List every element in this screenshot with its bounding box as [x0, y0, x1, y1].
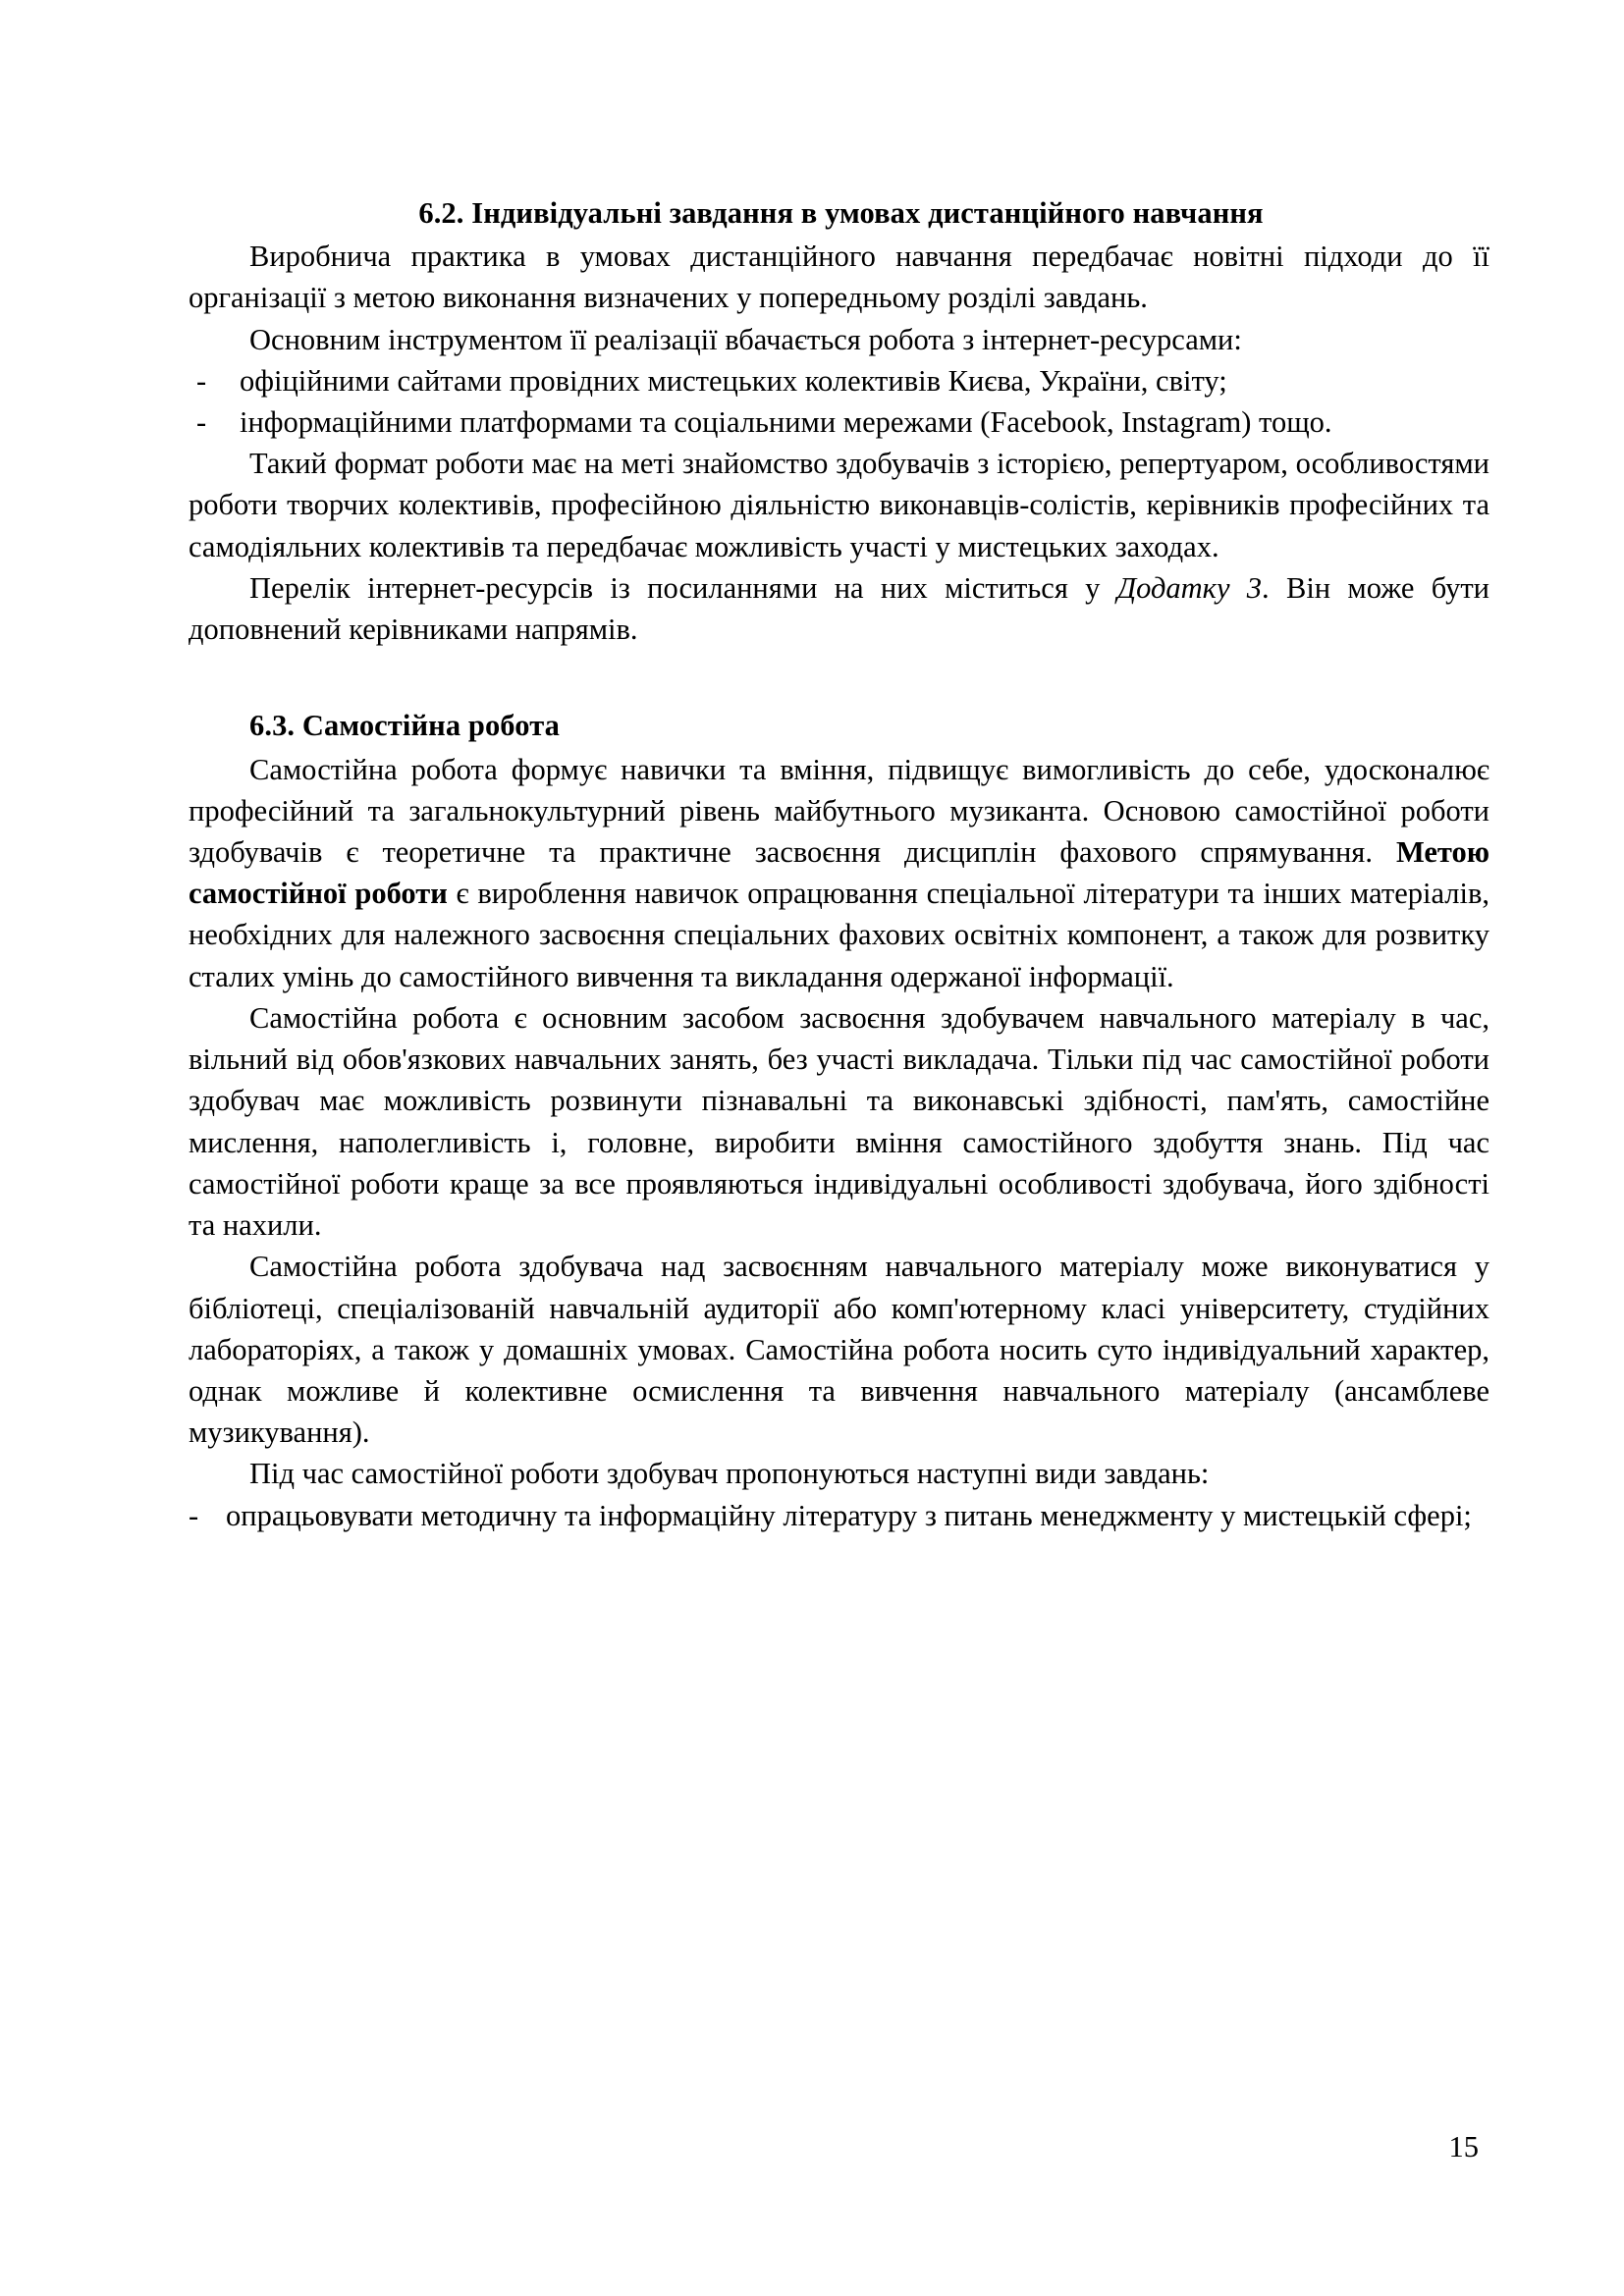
list-item-text: офіційними сайтами провідних мистецьких колективів Києва, України, світу;	[240, 363, 1227, 398]
paragraph-6-3-place: Самостійна робота здобувача над засвоєнням навчального матеріалу може виконуватися у бібліотеці, спеціалізованій навчальній аудиторії або комп'ютерному класі університету, студійних лабораторіях, а також у домашніх умовах. Самостійна робота носить суто індивідуальний характер, однак можливе й колективне осмислення та вивчення навчального матеріалу (ансамблеве музикування).	[189, 1250, 1489, 1450]
paragraph-6-3-tasks-intro: Під час самостійної роботи здобувач пропонуються наступні види завдань:	[249, 1457, 1210, 1491]
page-number: 15	[1448, 2130, 1479, 2163]
appendix-reference: Додатку 3	[1116, 570, 1263, 605]
list-item	[189, 1495, 1489, 1536]
list-item	[189, 360, 1489, 401]
list-item	[189, 401, 1489, 443]
paragraph-6-3-means: Самостійна робота є основним засобом засвоєння здобувачем навчального матеріалу в час, вільний від обов'язкових навчальних занять, без участі викладача. Тільки під час самостійної роботи здобувач має можливість розвинути пізнавальні та виконавські здібності, пам'ять, самостійне мислення, наполегливість і, головне, виробити вміння самостійного здобуття знань. Під час самостійної роботи краще за все проявляються індивідуальні особливості здобувача, його здібності та нахили.	[189, 1000, 1489, 1243]
appendix-text-before: Перелік інтернет-ресурсів із посиланнями на них міститься у	[249, 570, 1117, 605]
paragraph-6-2-tools: Основним інструментом її реалізації вбачається робота з інтернет-ресурсами:	[249, 322, 1242, 356]
purpose-text-before: Самостійна робота формує навички та вміння, підвищує вимогливість до себе, удосконалює професійний та загальнокультурний рівень майбутнього музиканта. Основою самостійної роботи здобувачів є теоретичне та практичне засвоєння дисциплін фахового спрямування.	[189, 752, 1489, 869]
list-item-text: опрацьовувати методичну та інформаційну літературу з питань менеджменту у мистецькій сфері;	[226, 1498, 1472, 1532]
bullet-dash-icon: -	[196, 405, 207, 440]
purpose-text-after: є вироблення навичок опрацювання спеціальної літератури та інших матеріалів, необхідних для належного засвоєння спеціальних фахових освітніх компонент, а також для розвитку сталих умінь до самостійного вивчення та викладання одержаної інформації.	[189, 877, 1489, 993]
bullet-list-internet-resources	[189, 360, 1489, 443]
paragraph-6-3-purpose	[189, 749, 1489, 997]
section-spacer	[189, 650, 1489, 705]
paragraph-6-2-appendix	[189, 567, 1489, 650]
purpose-emphasis: Метою самостійної роботи	[189, 834, 1489, 911]
paragraph-6-2-format: Такий формат роботи має на меті знайомство здобувачів з історією, репертуаром, особливостями роботи творчих колективів, професійною діяльністю виконавців-солістів, керівників професійних та самодіяльних колективів та передбачає можливість участі у мистецьких заходах.	[189, 447, 1489, 563]
list-item-text: інформаційними платформами та соціальними мережами (Facebook, Instagram) тощо.	[240, 405, 1332, 440]
paragraph-6-2-intro: Виробнича практика в умовах дистанційного навчання передбачає новітні підходи до її організації з метою виконання визначених у попередньому розділі завдань.	[189, 240, 1489, 315]
section-heading-6-3: 6.3. Самостійна робота	[249, 709, 561, 743]
appendix-text-after: . Він може бути доповнений керівниками напрямів.	[189, 570, 1489, 647]
page-content	[189, 192, 1489, 1536]
bullet-dash-icon: -	[189, 1498, 199, 1532]
section-heading-6-2: 6.2. Індивідуальні завдання в умовах дистанційного навчання	[418, 196, 1264, 230]
bullet-dash-icon: -	[196, 363, 207, 398]
bullet-list-tasks	[189, 1495, 1489, 1536]
